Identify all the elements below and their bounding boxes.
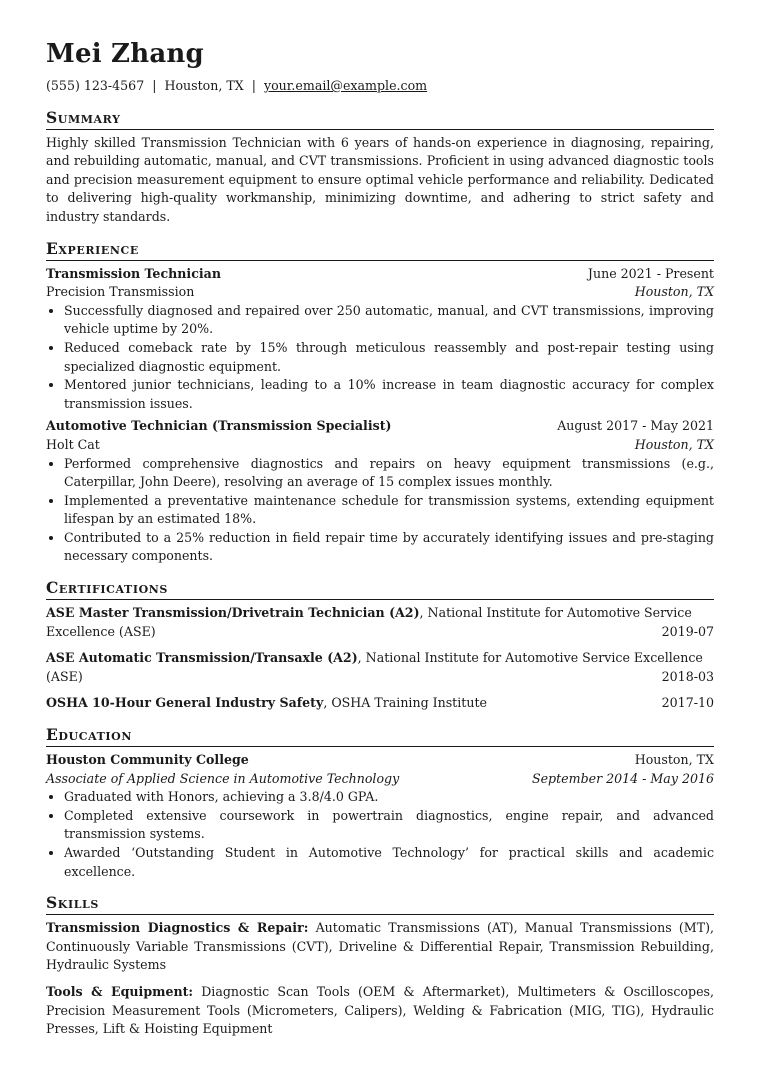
job-title: Transmission Technician [46, 265, 221, 281]
certification-issuer: , National Institute for Automotive Service Excellence (ASE) [46, 605, 692, 639]
section-title-skills: Skills [46, 893, 714, 915]
certification-entry [46, 649, 714, 686]
certification-date: 2019-07 [661, 623, 714, 639]
education-dates: September 2014 - May 2016 [531, 770, 714, 786]
company-name: Holt Cat [46, 436, 100, 452]
education-bullets [46, 788, 714, 881]
degree-name: Associate of Applied Science in Automotive Technology [46, 770, 400, 786]
section-title-experience: Experience [46, 239, 714, 261]
contact-separator: | [152, 78, 157, 93]
job-location: Houston, TX [634, 284, 714, 300]
school-location: Houston, TX [634, 752, 714, 768]
experience-entry [46, 417, 714, 566]
bullet-item: • Awarded ‘Outstanding Student in Automotive Technology’ for practical skills and academic excellence. [64, 844, 714, 881]
summary-text: Highly skilled Transmission Technician with 6 years of hands-on experience in diagnosing, repairing, and rebuilding automatic, manual, and CVT transmissions. Proficient in using advanced diagnostic tools and precision measurement equipment to ensure optimal vehicle performance and reliability. Dedicated to delivering high-quality workmanship, minimizing downtime, and adhering to strict safety and industry standards. [46, 134, 714, 224]
school-name: Houston Community College [46, 752, 249, 768]
bullet-item: • Completed extensive coursework in powertrain diagnostics, engine repair, and advanced transmission systems. [64, 807, 714, 844]
phone-number: (555) 123-4567 [46, 78, 145, 93]
skill-group [46, 983, 714, 1039]
job-title: Automotive Technician (Transmission Specialist) [46, 418, 392, 434]
certification-date: 2018-03 [661, 668, 714, 684]
job-location: Houston, TX [634, 436, 714, 452]
bullet-item: • Successfully diagnosed and repaired over 250 automatic, manual, and CVT transmissions, improving vehicle uptime by 20%. [64, 302, 714, 339]
contact-separator: | [251, 78, 256, 93]
bullet-item: • Reduced comeback rate by 15% through meticulous reassembly and post-repair testing using specialized diagnostic equipment. [64, 339, 714, 376]
certification-entry [46, 604, 714, 641]
email-link[interactable]: your.email@example.com [263, 78, 428, 93]
certification-issuer: , OSHA Training Institute [323, 695, 487, 711]
bullet-item: • Performed comprehensive diagnostics and repairs on heavy equipment transmissions (e.g., Caterpillar, John Deere), resolving an average of 15 complex issues monthly. [64, 455, 714, 492]
job-dates: June 2021 - Present [587, 265, 714, 281]
company-name: Precision Transmission [46, 284, 195, 300]
candidate-name: Mei Zhang [46, 39, 204, 69]
certification-name: ASE Master Transmission/Drivetrain Technician (A2) [46, 605, 420, 621]
certification-entry [46, 694, 714, 713]
skill-label: Transmission Diagnostics & Repair: [46, 920, 309, 936]
job-bullets [46, 455, 714, 567]
education-entry [46, 751, 714, 881]
section-title-certifications: Certifications [46, 578, 714, 600]
certification-issuer: , National Institute for Automotive Service Excellence (ASE) [46, 650, 703, 684]
certification-date: 2017-10 [661, 695, 714, 711]
section-title-summary: Summary [46, 108, 714, 130]
skill-label: Tools & Equipment: [46, 983, 194, 999]
section-title-education: Education [46, 725, 714, 747]
location: Houston, TX [164, 78, 244, 93]
job-dates: August 2017 - May 2021 [557, 418, 714, 434]
bullet-item: • Implemented a preventative maintenance schedule for transmission systems, extending equipment lifespan by an estimated 18%. [64, 492, 714, 529]
contact-line [46, 77, 714, 96]
bullet-item: • Graduated with Honors, achieving a 3.8/4.0 GPA. [64, 788, 714, 807]
experience-entry [46, 265, 714, 414]
skill-text: Diagnostic Scan Tools (OEM & Aftermarket), Multimeters & Oscilloscopes, Precision Measurement Tools (Micrometers, Calipers), Welding & Fabrication (MIG, TIG), Hydraulic Presses, Lift & Hoisting Equipment [46, 983, 714, 1037]
skill-text: Automatic Transmissions (AT), Manual Transmissions (MT), Continuously Variable Transmissions (CVT), Driveline & Differential Repair, Transmission Rebuilding, Hydraulic Systems [46, 920, 715, 973]
certification-name: OSHA 10-Hour General Industry Safety [46, 695, 324, 711]
bullet-item: • Contributed to a 25% reduction in field repair time by accurately identifying issues and pre-staging necessary components. [64, 529, 714, 566]
skill-group [46, 919, 714, 975]
bullet-item: • Mentored junior technicians, leading to a 10% increase in team diagnostic accuracy for complex transmission issues. [64, 376, 714, 413]
certification-name: ASE Automatic Transmission/Transaxle (A2) [46, 650, 358, 666]
job-bullets [46, 302, 714, 414]
